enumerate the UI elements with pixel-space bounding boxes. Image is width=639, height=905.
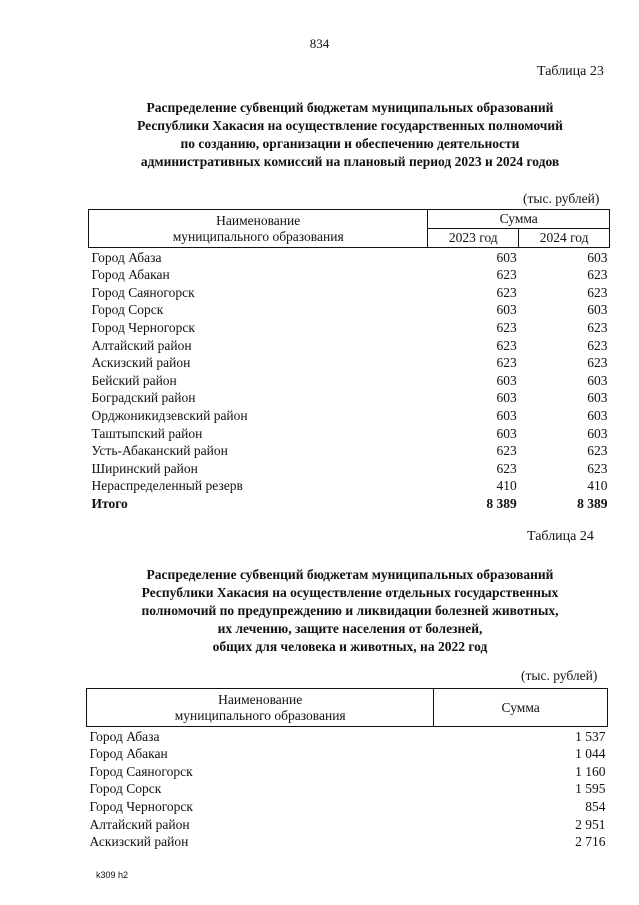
- title-line: общих для человека и животных, на 2022 год: [212, 639, 488, 654]
- row-2024: 623: [587, 460, 608, 476]
- total-row: [89, 494, 610, 512]
- table-24-units: (тыс. рублей): [521, 668, 598, 683]
- row-2024: 623: [587, 284, 608, 300]
- table-row: [89, 248, 610, 266]
- row-sum: 1 160: [575, 763, 606, 779]
- total-2024: 8 389: [577, 495, 608, 511]
- row-name: Город Черногорск: [89, 798, 193, 814]
- row-2024: 410: [587, 478, 608, 494]
- header-name-line2: муниципального образования: [174, 707, 346, 723]
- row-name: Город Саяногорск: [89, 763, 193, 779]
- table-23-units: (тыс. рублей): [523, 191, 600, 206]
- table-row: [89, 336, 610, 354]
- total-2023: 8 389: [486, 495, 517, 511]
- header-year-2024: 2024 год: [519, 229, 610, 248]
- row-2023: 603: [496, 249, 517, 265]
- row-name: Усть-Абаканский район: [91, 443, 228, 459]
- page-number: 834: [309, 36, 330, 51]
- row-2023: 623: [496, 337, 517, 353]
- row-name: Аскизский район: [91, 355, 191, 371]
- table-row: [89, 442, 610, 460]
- row-sum: 2 716: [575, 834, 606, 850]
- row-sum: 2 951: [575, 816, 606, 832]
- row-name: Бейский район: [91, 372, 177, 388]
- row-2024: 603: [587, 372, 608, 388]
- row-name: Ширинский район: [91, 460, 198, 476]
- row-2023: 623: [496, 284, 517, 300]
- row-name: Город Абаза: [91, 249, 162, 265]
- row-name: Город Саяногорск: [91, 284, 195, 300]
- header-name-cell: [89, 210, 428, 248]
- row-2023: 623: [496, 443, 517, 459]
- table-row: [87, 727, 608, 745]
- row-2024: 603: [587, 425, 608, 441]
- row-2024: 603: [587, 390, 608, 406]
- title-line: их лечению, защите населения от болезней,: [217, 621, 483, 636]
- row-name: Город Сорск: [91, 302, 164, 318]
- row-2023: 603: [496, 390, 517, 406]
- header-name-cell: [87, 689, 434, 727]
- table-row: [89, 406, 610, 424]
- table-24-label: Таблица 24: [527, 529, 594, 544]
- row-2023: 603: [496, 372, 517, 388]
- table-row: [89, 318, 610, 336]
- row-2023: 623: [496, 267, 517, 283]
- row-sum: 1 044: [575, 746, 606, 762]
- table-row: [89, 283, 610, 301]
- row-name: Аскизский район: [89, 834, 189, 850]
- footer-code: k309 h2: [96, 870, 129, 880]
- table-row: [87, 762, 608, 780]
- table-row: [87, 780, 608, 798]
- row-name: Город Абакан: [91, 267, 170, 283]
- title-line: Республики Хакасия на осуществление отдельных государственных: [141, 585, 559, 600]
- table-23: [88, 209, 610, 512]
- row-2023: 623: [496, 355, 517, 371]
- title-line: административных комиссий на плановый период 2023 и 2024 годов: [140, 154, 560, 169]
- table-row: [87, 745, 608, 763]
- table-row: [89, 424, 610, 442]
- table-row: [89, 459, 610, 477]
- row-2024: 603: [587, 302, 608, 318]
- row-name: Боградский район: [91, 390, 196, 406]
- table-24-title: [60, 566, 639, 656]
- row-2023: 603: [496, 407, 517, 423]
- table-row: [89, 389, 610, 407]
- title-line: полномочий по предупреждению и ликвидации болезней животных,: [141, 603, 559, 618]
- table-24: [86, 688, 608, 850]
- row-2024: 623: [587, 267, 608, 283]
- row-sum: 1 537: [575, 728, 606, 744]
- table-row: [87, 797, 608, 815]
- row-name: Орджоникидзевский район: [91, 407, 248, 423]
- table-23-label: Таблица 23: [537, 64, 604, 79]
- row-2023: 603: [496, 425, 517, 441]
- header-sum: Сумма: [428, 210, 610, 229]
- row-sum: 1 595: [575, 781, 606, 797]
- row-2023: 623: [496, 319, 517, 335]
- row-name: Город Черногорск: [91, 319, 195, 335]
- row-2024: 603: [587, 249, 608, 265]
- row-2024: 623: [587, 443, 608, 459]
- row-2023: 603: [496, 302, 517, 318]
- table-row: [89, 371, 610, 389]
- header-name-line1: Наименование: [216, 212, 301, 228]
- total-name: Итого: [91, 495, 128, 511]
- table-row: [89, 354, 610, 372]
- header-name-line2: муниципального образования: [172, 228, 344, 244]
- title-line: Республики Хакасия на осуществление государственных полномочий: [137, 118, 563, 133]
- header-sum: Сумма: [434, 689, 608, 727]
- title-line: по созданию, организации и обеспечению деятельности: [180, 136, 520, 151]
- table-row: [89, 477, 610, 495]
- row-name: Алтайский район: [91, 337, 192, 353]
- row-name: Город Абаза: [89, 728, 160, 744]
- table-row: [89, 266, 610, 284]
- table-row: [87, 833, 608, 851]
- title-line: Распределение субвенций бюджетам муниципальных образований: [146, 100, 554, 115]
- row-name: Таштыпский район: [91, 425, 203, 441]
- table-row: [87, 815, 608, 833]
- row-2024: 623: [587, 319, 608, 335]
- table-23-title: [60, 99, 639, 171]
- row-2024: 623: [587, 337, 608, 353]
- row-2023: 623: [496, 460, 517, 476]
- row-2023: 410: [496, 478, 517, 494]
- row-2024: 623: [587, 355, 608, 371]
- row-name: Город Абакан: [89, 746, 168, 762]
- table-row: [89, 301, 610, 319]
- header-year-2023: 2023 год: [428, 229, 519, 248]
- row-sum: 854: [585, 798, 606, 814]
- row-2024: 603: [587, 407, 608, 423]
- row-name: Город Сорск: [89, 781, 162, 797]
- title-line: Распределение субвенций бюджетам муниципальных образований: [146, 567, 554, 582]
- header-name-line1: Наименование: [218, 691, 303, 707]
- row-name: Алтайский район: [89, 816, 190, 832]
- row-name: Нераспределенный резерв: [91, 478, 243, 494]
